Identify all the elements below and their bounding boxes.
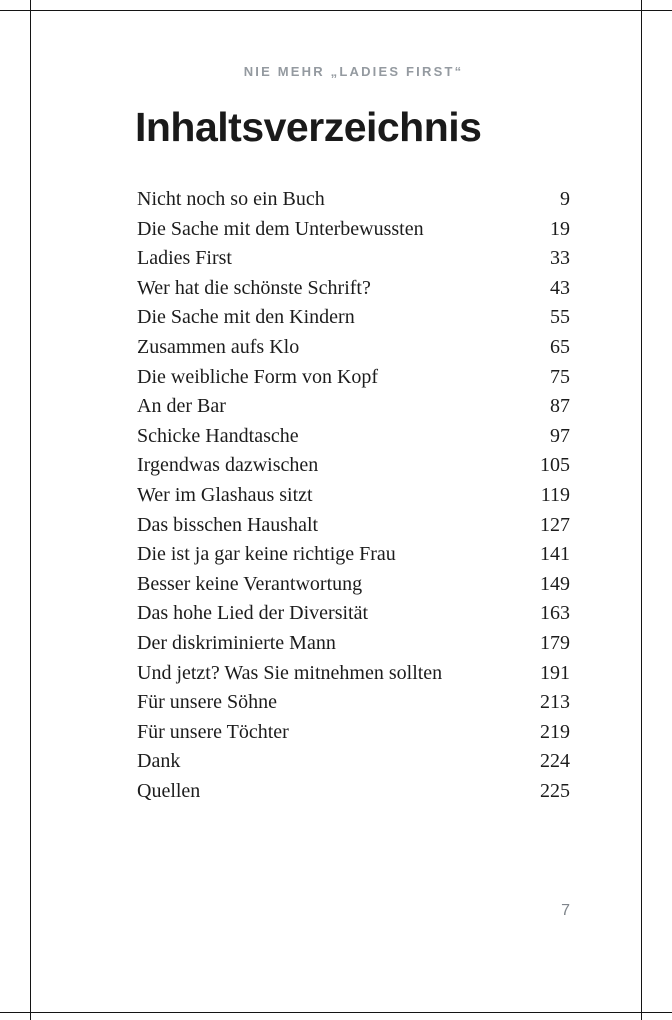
toc-entry-label: Zusammen aufs Klo [137, 335, 300, 358]
toc-entry [137, 336, 570, 366]
toc-entry [137, 306, 570, 336]
running-header: NIE MEHR „LADIES FIRST“ [243, 64, 464, 79]
toc-entry-page: 179 [540, 631, 570, 654]
toc-entry-page: 97 [550, 424, 570, 447]
toc-entry-label: Die weibliche Form von Kopf [137, 365, 379, 388]
folio-page-number: 7 [561, 902, 570, 919]
toc-entry-label: Ladies First [137, 247, 232, 270]
toc-entry-page: 55 [550, 306, 570, 329]
toc-entry [137, 514, 570, 544]
toc-entry-label: Quellen [137, 779, 201, 802]
toc-entry-page: 219 [540, 720, 570, 743]
toc-entry [137, 691, 570, 721]
toc-entry [137, 425, 570, 455]
toc-entry-label: Das bisschen Haushalt [137, 513, 319, 536]
toc-entry [137, 188, 570, 218]
toc-entry-label: Der diskriminierte Mann [137, 631, 336, 654]
toc-entry-page: 225 [540, 779, 570, 802]
toc-entry [137, 366, 570, 396]
toc-entry-page: 213 [540, 691, 570, 714]
toc-entry-label: Und jetzt? Was Sie mitnehmen sollten [137, 661, 443, 684]
trim-line-right [641, 0, 642, 1020]
toc-entry-label: Schicke Handtasche [137, 424, 299, 447]
toc-entry [137, 750, 570, 780]
toc-entry-page: 43 [550, 276, 570, 299]
toc-entry [137, 543, 570, 573]
toc-entry-page: 19 [550, 217, 570, 240]
page-content [137, 0, 570, 1020]
toc-entry-page: 65 [550, 335, 570, 358]
toc-entry-page: 33 [550, 247, 570, 270]
toc-list [137, 188, 570, 809]
toc-entry [137, 484, 570, 514]
toc-entry [137, 721, 570, 751]
toc-entry-label: Wer hat die schönste Schrift? [137, 276, 371, 299]
toc-entry [137, 218, 570, 248]
toc-entry-label: Wer im Glashaus sitzt [137, 483, 313, 506]
toc-entry [137, 395, 570, 425]
toc-entry-label: Für unsere Söhne [137, 691, 277, 714]
page-title: Inhaltsverzeichnis [135, 104, 482, 150]
toc-entry-page: 87 [550, 395, 570, 418]
toc-entry-page: 191 [540, 661, 570, 684]
toc-entry-label: Die Sache mit den Kindern [137, 306, 355, 329]
toc-entry [137, 247, 570, 277]
toc-entry [137, 277, 570, 307]
toc-entry-page: 119 [540, 483, 570, 506]
toc-entry-label: Dank [137, 750, 181, 773]
toc-entry-page: 127 [540, 513, 570, 536]
toc-entry-label: Besser keine Verantwortung [137, 572, 363, 595]
toc-entry-page: 149 [540, 572, 570, 595]
toc-entry-page: 141 [540, 543, 570, 566]
toc-entry-label: Das hohe Lied der Diversität [137, 602, 369, 625]
trim-line-left [30, 0, 31, 1020]
toc-entry [137, 573, 570, 603]
toc-entry-label: Die Sache mit dem Unterbewussten [137, 217, 424, 240]
toc-entry-page: 9 [560, 188, 570, 210]
toc-entry-page: 163 [540, 602, 570, 625]
toc-entry [137, 662, 570, 692]
toc-entry-label: Für unsere Töchter [137, 720, 289, 743]
toc-entry-label: An der Bar [137, 395, 226, 418]
toc-entry-label: Die ist ja gar keine richtige Frau [137, 543, 396, 566]
toc-entry-label: Nicht noch so ein Buch [137, 188, 325, 210]
toc-entry-page: 224 [540, 750, 570, 773]
toc-entry-page: 105 [540, 454, 570, 477]
toc-entry-page: 75 [550, 365, 570, 388]
toc-entry [137, 780, 570, 810]
toc-entry-label: Irgendwas dazwischen [137, 454, 319, 477]
toc-entry [137, 602, 570, 632]
toc-entry [137, 632, 570, 662]
toc-entry [137, 454, 570, 484]
